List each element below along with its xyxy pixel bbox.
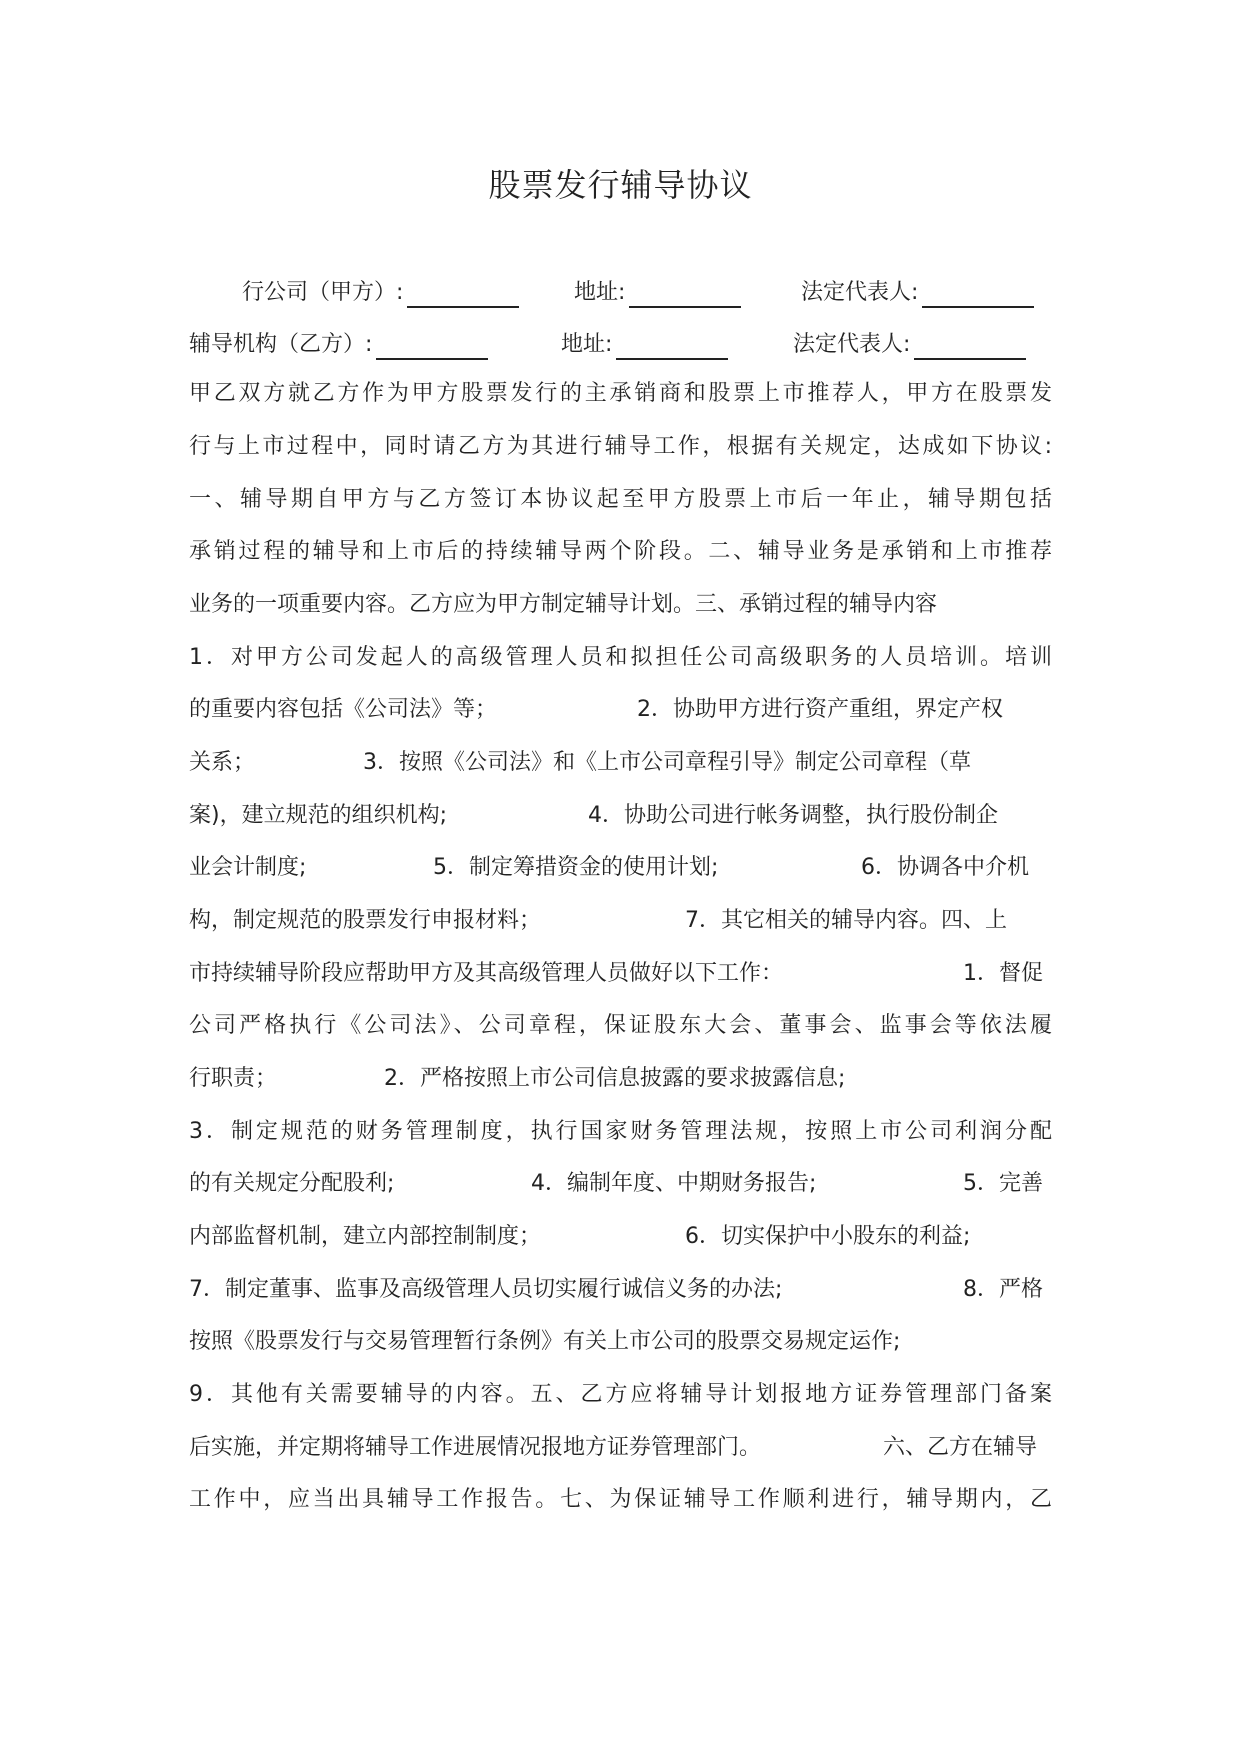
body-text: 行与上市过程中，同时请乙方为其进行辅导工作，根据有关规定，达成如下协议:: [189, 434, 1052, 459]
body-line: [189, 748, 1052, 778]
body-text: 业会计制度;: [189, 855, 307, 880]
body-text: 承销过程的辅导和上市后的持续辅导两个阶段。二、辅导业务是承销和上市推荐: [189, 539, 1052, 564]
body-text: 案)，建立规范的组织机构;: [189, 803, 447, 828]
body-line: [189, 1485, 1052, 1515]
body-text: 2．协助甲方进行资产重组，界定产权: [637, 697, 1003, 722]
body-line: [189, 485, 1052, 515]
body-line: [189, 801, 1052, 831]
body-text: 2．严格按照上市公司信息披露的要求披露信息;: [384, 1066, 846, 1091]
body-text: 6．切实保护中小股东的利益;: [685, 1224, 971, 1249]
body-line: [189, 1327, 1052, 1357]
body-text: 9．其他有关需要辅导的内容。五、乙方应将辅导计划报地方证券管理部门备案: [189, 1382, 1052, 1407]
body-text: 5．制定筹措资金的使用计划;: [433, 855, 719, 880]
party-a-rep-field: [801, 278, 1034, 308]
body-text: 一、辅导期自甲方与乙方签订本协议起至甲方股票上市后一年止，辅导期包括: [189, 487, 1052, 512]
party-a-company-label: 行公司（甲方）:: [242, 280, 404, 305]
party-a-rep-label: 法定代表人:: [801, 280, 919, 305]
body-text: 关系；: [189, 750, 256, 775]
body-text: 工作中，应当出具辅导工作报告。七、为保证辅导工作顺利进行，辅导期内，乙: [189, 1487, 1052, 1512]
body-text: 1．督促: [963, 961, 1043, 986]
body-line: [189, 643, 1052, 673]
body-line: [189, 1275, 1052, 1305]
body-text: 8．严格: [963, 1277, 1043, 1302]
body-text: 的重要内容包括《公司法》等；: [189, 697, 498, 722]
party-b-rep-blank: [914, 336, 1026, 360]
body-line: [189, 1117, 1052, 1147]
party-b-address-blank: [616, 336, 728, 360]
body-text: 六、乙方在辅导: [883, 1435, 1038, 1460]
party-a-address-label: 地址:: [574, 280, 626, 305]
party-b-rep-label: 法定代表人:: [793, 332, 911, 357]
body-text: 6．协调各中介机: [861, 855, 1029, 880]
body-line: [189, 432, 1052, 462]
body-line: [189, 1222, 1052, 1252]
document-title: 股票发行辅导协议: [488, 166, 753, 204]
body-line: [189, 1380, 1052, 1410]
body-line: [189, 906, 1052, 936]
party-b-company-field: [189, 330, 488, 360]
body-line: [189, 379, 1052, 409]
body-line: [189, 1064, 1052, 1094]
party-b-company-label: 辅导机构（乙方）:: [189, 332, 373, 357]
body-text: 的有关规定分配股利;: [189, 1171, 395, 1196]
body-text: 5．完善: [963, 1171, 1043, 1196]
body-line: [189, 695, 1052, 725]
body-text: 后实施，并定期将辅导工作进展情况报地方证券管理部门。: [189, 1435, 762, 1460]
body-text: 7．其它相关的辅导内容。四、上: [685, 908, 1007, 933]
body-text: 行职责；: [189, 1066, 278, 1091]
body-line: [189, 1011, 1052, 1041]
body-text: 按照《股票发行与交易管理暂行条例》有关上市公司的股票交易规定运作;: [189, 1329, 901, 1354]
body-text: 构，制定规范的股票发行申报材料；: [189, 908, 542, 933]
party-a-address-field: [574, 278, 741, 308]
party-a-company-blank: [407, 284, 519, 308]
body-text: 4．编制年度、中期财务报告;: [531, 1171, 817, 1196]
body-text: 业务的一项重要内容。乙方应为甲方制定辅导计划。三、承销过程的辅导内容: [189, 592, 938, 617]
party-a-rep-blank: [922, 284, 1034, 308]
body-line: [189, 1433, 1052, 1463]
party-a-company-field: [242, 278, 519, 308]
body-text: 4．协助公司进行帐务调整，执行股份制企: [588, 803, 998, 828]
body-text: 市持续辅导阶段应帮助甲方及其高级管理人员做好以下工作：: [189, 961, 784, 986]
body-text: 内部监督机制，建立内部控制制度；: [189, 1224, 542, 1249]
body-text: 7．制定董事、监事及高级管理人员切实履行诚信义务的办法;: [189, 1277, 783, 1302]
body-text: 公司严格执行《公司法》、公司章程，保证股东大会、董事会、监事会等依法履: [189, 1013, 1052, 1038]
party-a-address-blank: [629, 284, 741, 308]
party-b-company-blank: [376, 336, 488, 360]
body-text: 1．对甲方公司发起人的高级管理人员和拟担任公司高级职务的人员培训。培训: [189, 645, 1052, 670]
party-a-row: [189, 278, 1052, 308]
party-b-address-field: [561, 330, 728, 360]
body-line: [189, 537, 1052, 567]
party-b-rep-field: [793, 330, 1026, 360]
body-line: [189, 853, 1052, 883]
body-text: 甲乙双方就乙方作为甲方股票发行的主承销商和股票上市推荐人，甲方在股票发: [189, 381, 1052, 406]
body-text: 3．制定规范的财务管理制度，执行国家财务管理法规，按照上市公司利润分配: [189, 1119, 1052, 1144]
body-line: [189, 959, 1052, 989]
party-b-row: [189, 330, 1052, 360]
body-line: [189, 1169, 1052, 1199]
body-line: [189, 590, 1052, 620]
body-text: 3．按照《公司法》和《上市公司章程引导》制定公司章程（草: [363, 750, 971, 775]
party-b-address-label: 地址:: [561, 332, 613, 357]
